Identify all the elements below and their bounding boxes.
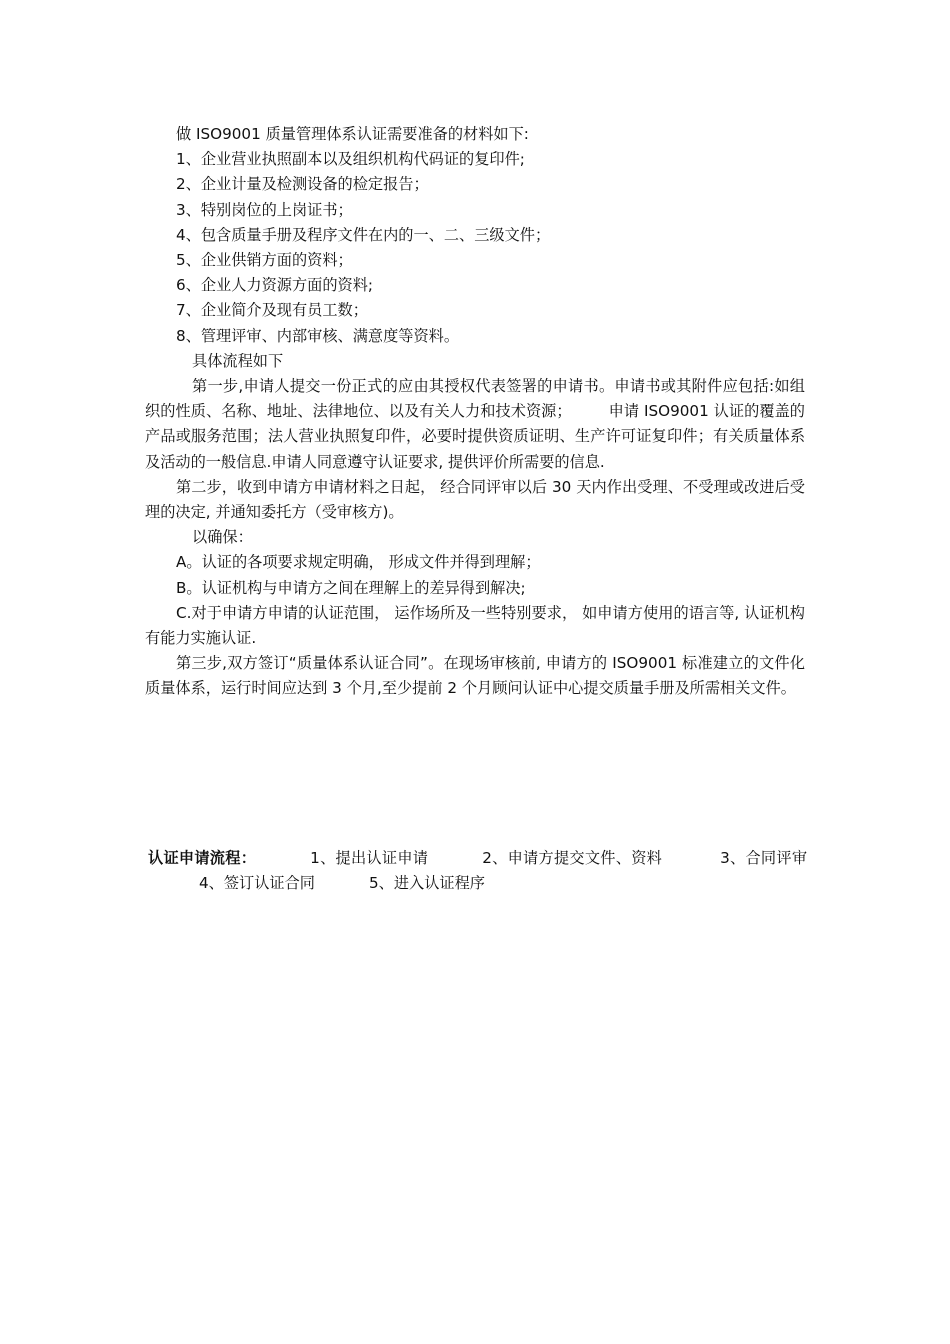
flow-step: 3、合同评审: [720, 849, 808, 867]
materials-item: 2、企业计量及检测设备的检定报告；: [176, 175, 429, 194]
ensure-item-c: C.对于申请方申请的认证范围， 运作场所及一些特别要求， 如申请方使用的语言等, 认证机构有能力实施认证.: [145, 603, 805, 648]
flow-step: 2、申请方提交文件、资料: [482, 849, 663, 867]
flow-label: 认证申请流程：: [148, 849, 257, 867]
ensure-item-a: A。认证的各项要求规定明确， 形成文件并得到理解；: [176, 553, 541, 572]
materials-item: 3、特别岗位的上岗证书；: [176, 200, 353, 219]
materials-item: 8、管理评审、内部审核、满意度等资料。: [176, 326, 460, 345]
flow-step: 5、进入认证程序: [368, 874, 485, 893]
materials-item: 6、企业人力资源方面的资料;: [176, 276, 374, 295]
process-step-2: 第二步，收到申请方申请材料之日起， 经合同评审以后 30 天内作出受理、不受理或改进后受理的决定, 并通知委托方（受审核方)。: [145, 477, 805, 522]
flow-step: 4、签订认证合同: [199, 874, 315, 893]
ensure-item-b: B。认证机构与申请方之间在理解上的差异得到解决;: [176, 578, 526, 597]
flow-step: 1、提出认证申请: [310, 849, 429, 867]
materials-item: 5、企业供销方面的资料；: [176, 251, 353, 270]
process-step-1: [145, 374, 805, 475]
process-heading: 具体流程如下: [192, 351, 284, 370]
certification-flow: [145, 846, 807, 896]
document-body: [145, 122, 805, 702]
materials-item: 1、企业营业执照副本以及组织机构代码证的复印件;: [176, 150, 525, 169]
process-step-3: 第三步,双方签订“质量体系认证合同”。在现场审核前, 申请方的 ISO9001 标准建立的文件化质量体系，运行时间应达到 3 个月,至少提前 2 个月顾问认证中心提交质量手册及所需相关文件。: [145, 654, 805, 698]
materials-item: 4、包含质量手册及程序文件在内的一、二、三级文件；: [176, 225, 551, 244]
process-step-1-part-2: 申请 ISO9001 认证的覆盖的产品或服务范围；法人营业执照复印件，必要时提供资质证明、生产许可证复印件；有关质量体系及活动的一般信息.申请人同意遵守认证要求, 提供评价所需要的信息.: [145, 402, 805, 471]
process-step-1-part-1: 第一步,申请人提交一份正式的应由其授权代表签署的申请书。申请书或其附件应包括:如组织的性质、名称、地址、法律地位、以及有关人力和技术资源；: [145, 377, 805, 421]
materials-item: 7、企业简介及现有员工数；: [176, 301, 368, 320]
ensure-heading: 以确保：: [192, 528, 253, 547]
materials-heading: 做 ISO9001 质量管理体系认证需要准备的材料如下:: [176, 125, 529, 143]
